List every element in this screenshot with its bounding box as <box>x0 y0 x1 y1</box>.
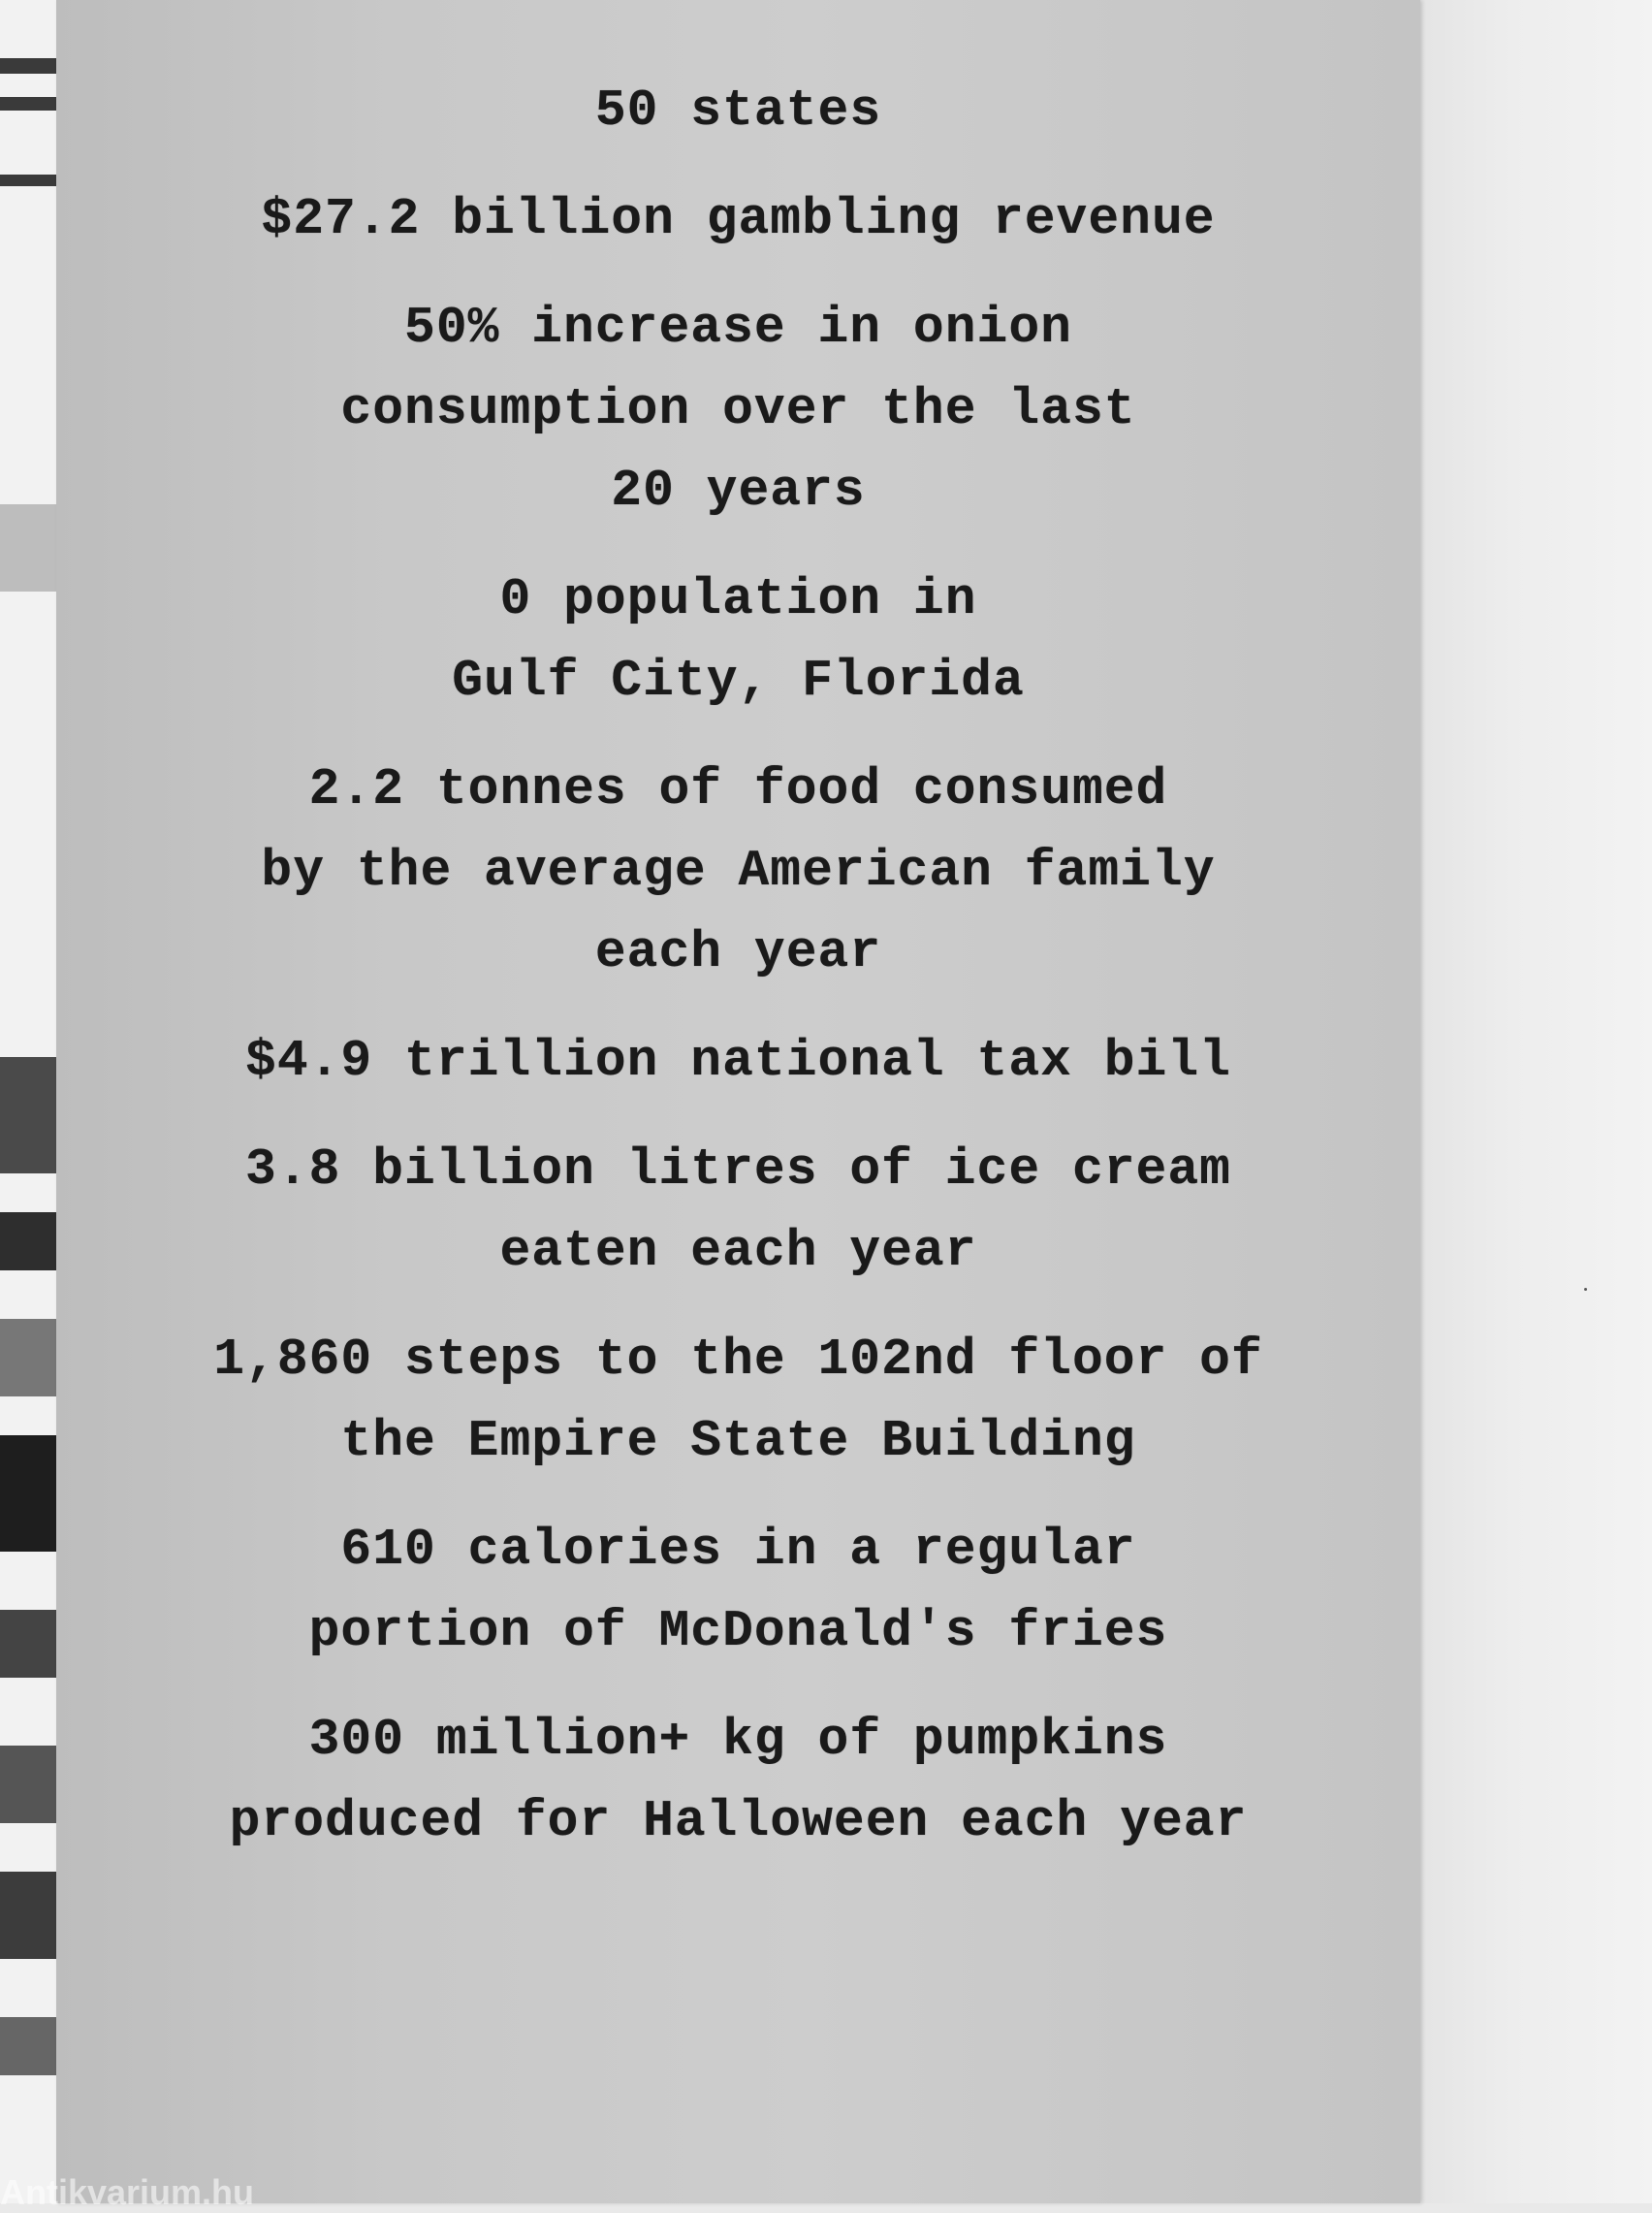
fact-item: 2.2 tonnes of food consumed by the average American family each year <box>261 760 1216 981</box>
fact-item: 610 calories in a regular portion of McDonald's fries <box>308 1521 1168 1660</box>
fact-item: 0 population in Gulf City, Florida <box>452 570 1025 710</box>
fact-item: 50 states <box>594 81 882 140</box>
watermark: Antikvarium.hu <box>0 2172 255 2212</box>
fact-item: $27.2 billion gambling revenue <box>261 190 1216 248</box>
fact-item: 300 million+ kg of pumpkins produced for Halloween each year <box>229 1711 1248 1850</box>
facts-list <box>56 70 1420 1889</box>
fact-item: 3.8 billion litres of ice cream eaten each year <box>245 1140 1231 1280</box>
fact-item: 1,860 steps to the 102nd floor of the Empire State Building <box>213 1331 1263 1470</box>
adjacent-page <box>1417 0 1652 2203</box>
fact-item: 50% increase in onion consumption over the last 20 years <box>340 299 1136 520</box>
fact-item: $4.9 trillion national tax bill <box>245 1032 1231 1090</box>
facts-card <box>56 0 1420 2203</box>
